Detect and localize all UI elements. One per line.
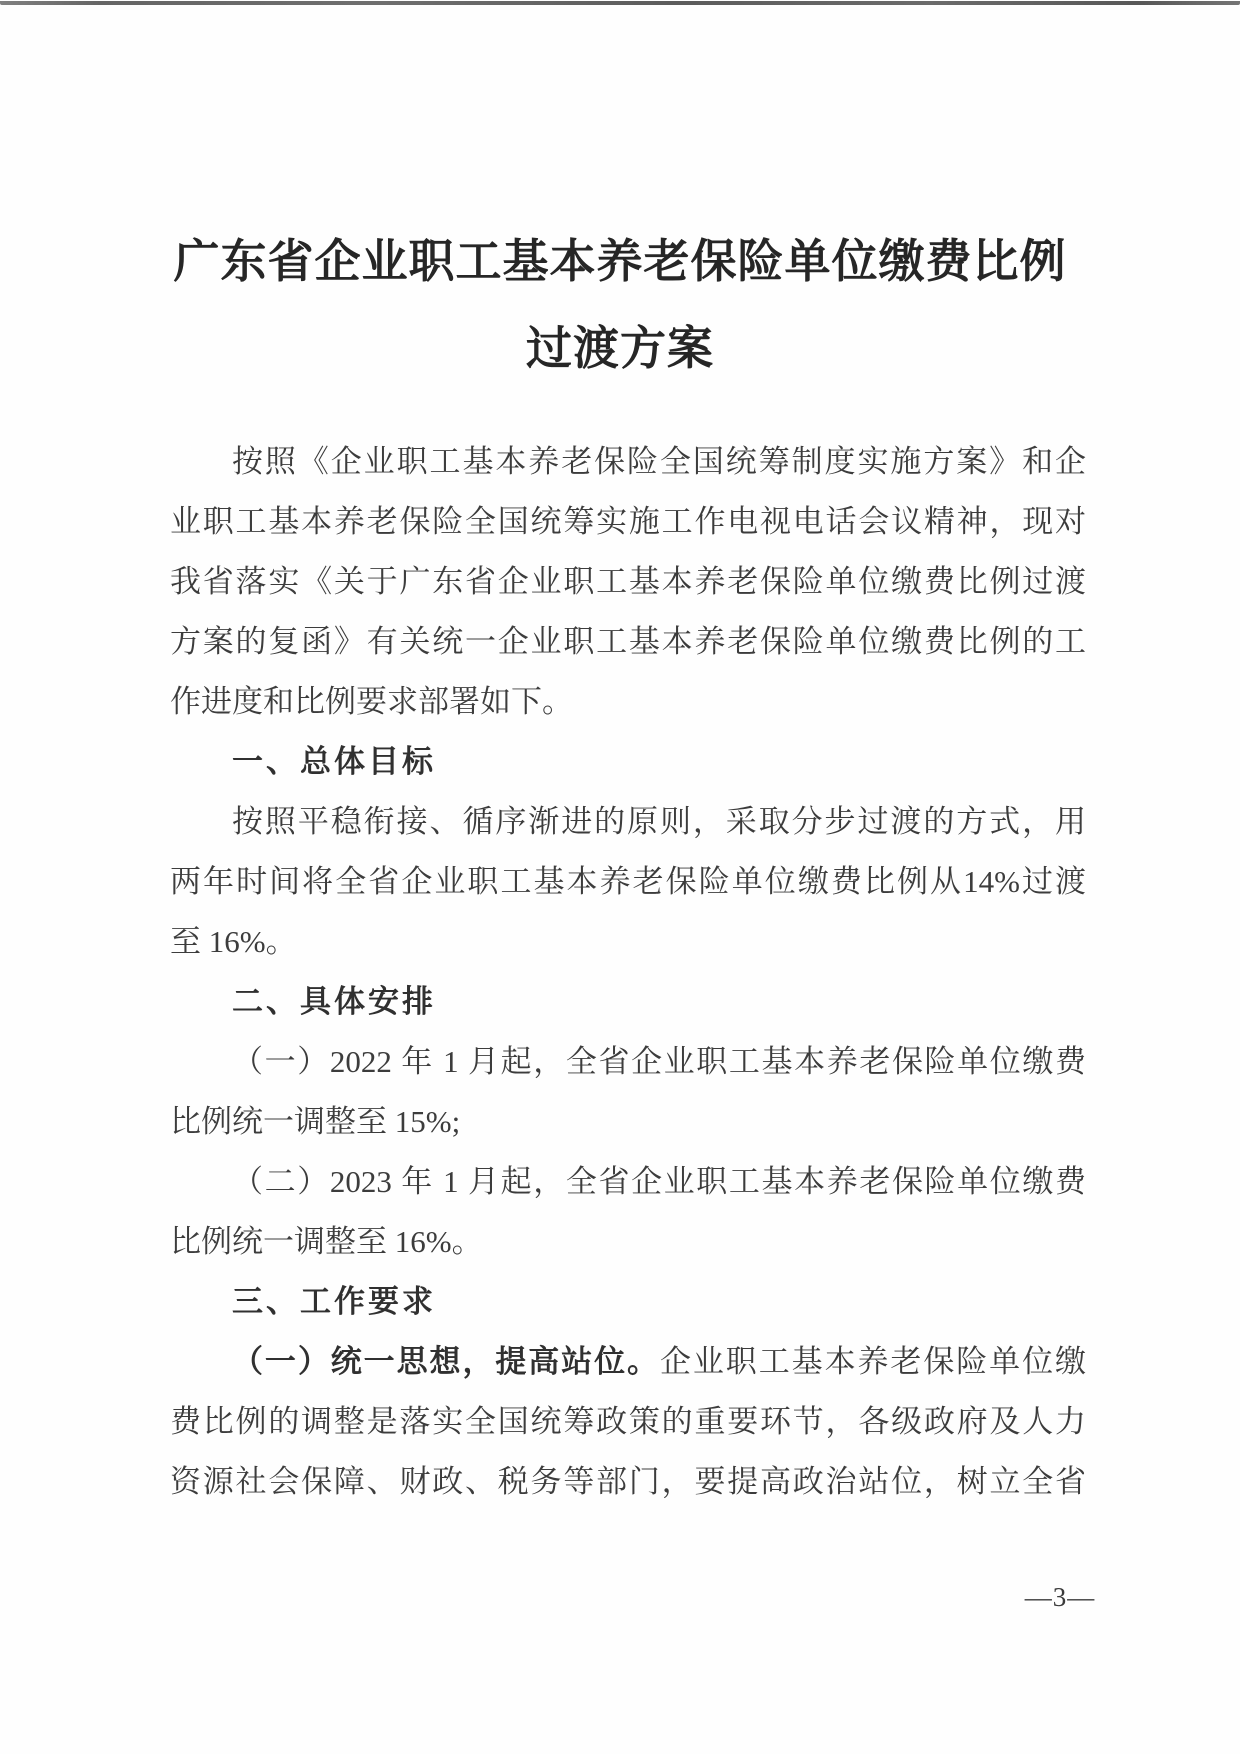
text-run: 比例统一调整至 15%; [170, 1104, 461, 1139]
page-number: —3— [1024, 1582, 1096, 1612]
text-run: （一）2022 年 1 月起，全省企业职工基本养老保险单位缴费 [232, 1044, 1086, 1079]
text-run: 按照平稳衔接、循序渐进的原则，采取分步过渡的方式，用 [232, 804, 1086, 839]
section-heading [170, 732, 1086, 792]
text-run: 按照《企业职工基本养老保险全国统筹制度实施方案》和企 [232, 444, 1086, 479]
text-run: 两年时间将全省企业职工基本养老保险单位缴费比例从14%过渡 [170, 864, 1086, 899]
text-line [170, 1092, 1086, 1152]
text-run: 企业职工基本养老保险单位缴 [659, 1344, 1087, 1379]
section-heading [170, 972, 1086, 1032]
text-run: 三、工作要求 [232, 1284, 436, 1319]
text-line [170, 612, 1086, 672]
scan-edge-artifact [0, 1, 1240, 5]
text-line [170, 1032, 1086, 1092]
text-line [170, 432, 1086, 492]
text-run: 作进度和比例要求部署如下。 [170, 684, 573, 719]
text-line [170, 792, 1086, 852]
text-line [170, 912, 1086, 972]
document-title [0, 218, 1240, 392]
text-run: 比例统一调整至 16%。 [170, 1224, 483, 1259]
text-line [170, 672, 1086, 732]
text-run: 二、具体安排 [232, 984, 436, 1019]
text-run: 业职工基本养老保险全国统筹实施工作电视电话会议精神，现对 [170, 504, 1086, 539]
text-line [170, 552, 1086, 612]
document-title-line-2: 过渡方案 [526, 323, 714, 374]
text-run: 至 16%。 [170, 924, 297, 959]
section-heading [170, 1272, 1086, 1332]
text-run: 一、总体目标 [232, 744, 436, 779]
text-run: 资源社会保障、财政、税务等部门，要提高政治站位，树立全省 [170, 1464, 1086, 1499]
text-run: 费比例的调整是落实全国统筹政策的重要环节，各级政府及人力 [170, 1404, 1086, 1439]
text-run: （一）统一思想，提高站位。 [232, 1344, 660, 1379]
text-run: （二）2023 年 1 月起，全省企业职工基本养老保险单位缴费 [232, 1164, 1086, 1199]
text-line [170, 1152, 1086, 1212]
text-line [170, 1392, 1086, 1452]
text-run: 方案的复函》有关统一企业职工基本养老保险单位缴费比例的工 [170, 624, 1086, 659]
text-line [170, 492, 1086, 552]
body-lines [170, 432, 1086, 1512]
text-line [170, 1452, 1086, 1512]
text-run: 我省落实《关于广东省企业职工基本养老保险单位缴费比例过渡 [170, 564, 1086, 599]
text-line [170, 1212, 1086, 1272]
text-line [170, 1332, 1086, 1392]
document-title-line-1: 广东省企业职工基本养老保险单位缴费比例 [173, 236, 1067, 287]
text-line [170, 852, 1086, 912]
